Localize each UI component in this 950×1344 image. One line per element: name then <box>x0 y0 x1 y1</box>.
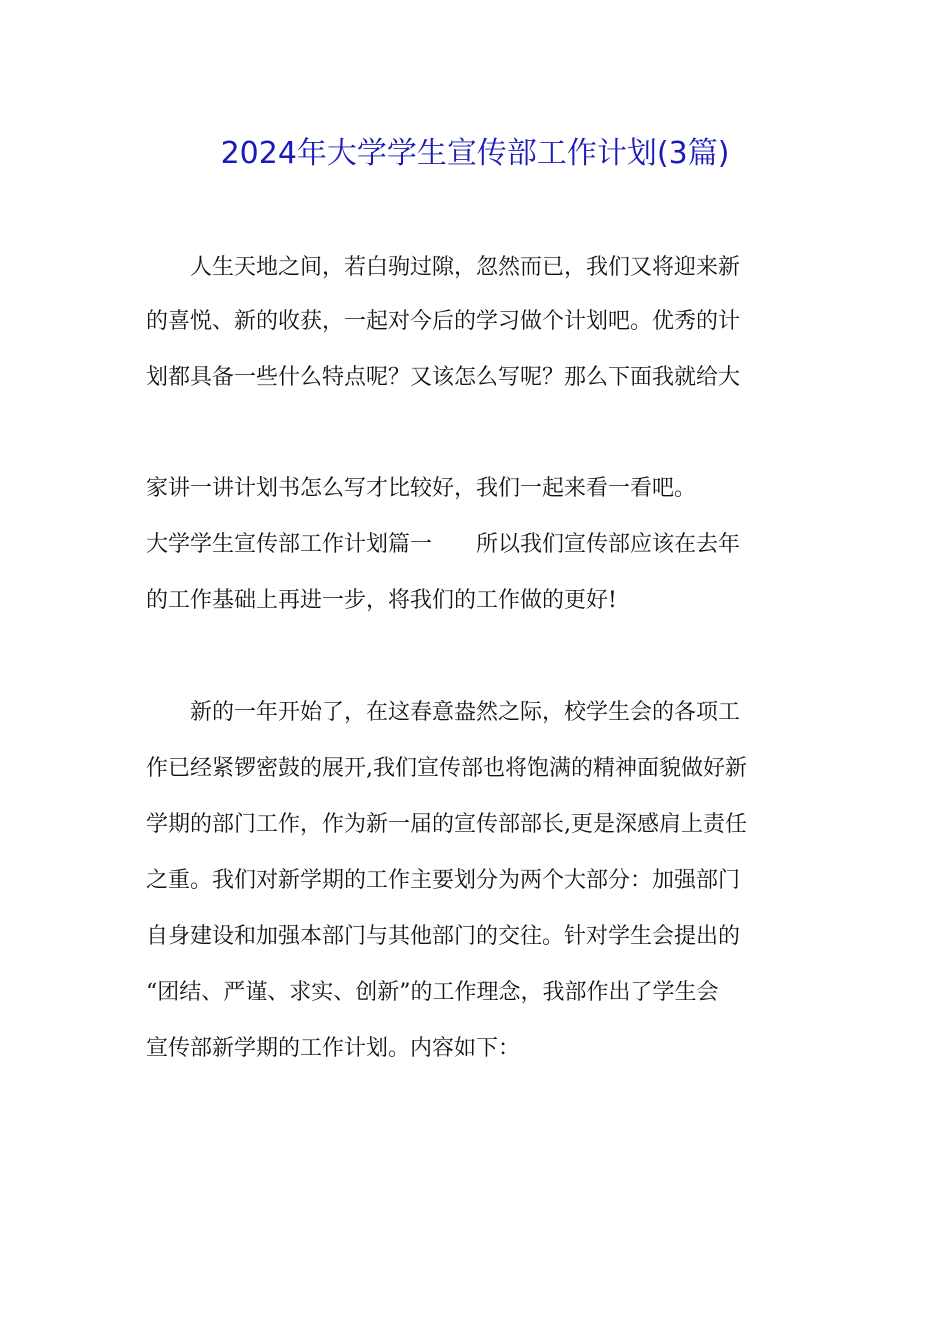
paragraph-line: 之重。我们对新学期的工作主要划分为两个大部分：加强部门 <box>146 868 741 893</box>
paragraph-line: 的工作基础上再进一步，将我们的工作做的更好! <box>146 588 617 613</box>
paragraph-line: 宣传部新学期的工作计划。内容如下： <box>146 1036 521 1061</box>
paragraph-line: 新的一年开始了，在这春意盎然之际，校学生会的各项工 <box>190 700 741 725</box>
paragraph-line: 学期的部门工作，作为新一届的宣传部部长,更是深感肩上责任 <box>146 812 747 837</box>
paragraph-line: 的喜悦、新的收获，一起对今后的学习做个计划吧。优秀的计 <box>146 309 741 334</box>
paragraph-line: 人生天地之间，若白驹过隙，忽然而已，我们又将迎来新 <box>190 255 741 280</box>
paragraph-line: 自身建设和加强本部门与其他部门的交往。针对学生会提出的 <box>146 924 741 949</box>
paragraph-line: 大学学生宣传部工作计划篇一 所以我们宣传部应该在去年 <box>146 532 741 557</box>
paragraph-line: 划都具备一些什么特点呢？又该怎么写呢？那么下面我就给大 <box>146 365 741 390</box>
paragraph-line: 作已经紧锣密鼓的展开,我们宣传部也将饱满的精神面貌做好新 <box>146 756 747 781</box>
paragraph-line: 家讲一讲计划书怎么写才比较好，我们一起来看一看吧。 <box>146 476 697 501</box>
document-title: 2024年大学学生宣传部工作计划(3篇) <box>220 136 730 171</box>
paragraph-line: “团结、严谨、求实、创新”的工作理念，我部作出了学生会 <box>146 980 719 1005</box>
